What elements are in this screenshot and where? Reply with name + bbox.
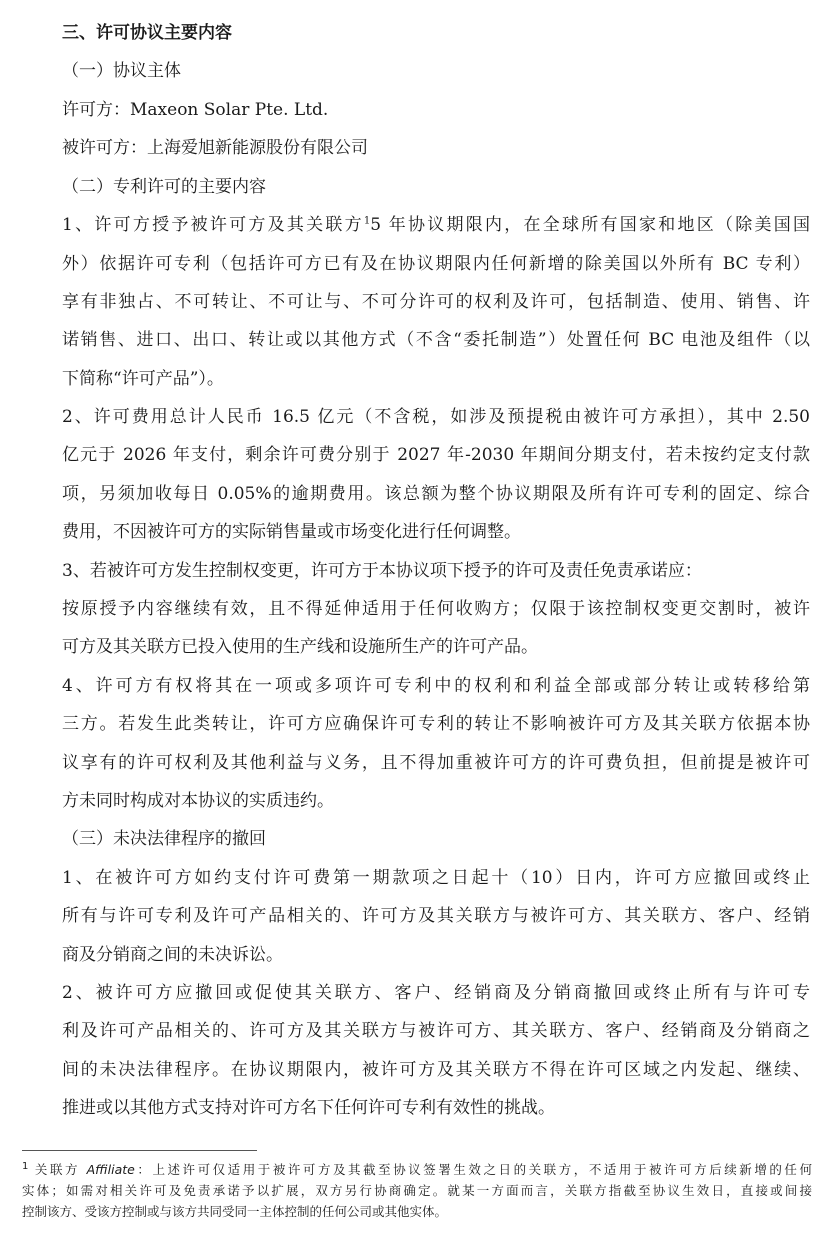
footnote-text-1: ：上述许可仅适用于被许可方及其截至协议签署生效之日的关联方，不适用于被许可方后续新增的任何 [134,1162,812,1177]
footnote-reference: 1 [363,215,371,227]
paragraph-6-line-2: 利及许可产品相关的、许可方及其关联方与被许可方、其关联方、客户、经销商及分销商之 [62,1021,810,1041]
licensee-line: 被许可方：上海爱旭新能源股份有限公司 [62,138,368,158]
footnote-mark: 1 [22,1160,29,1172]
footnote-line-1 [22,1160,812,1180]
footnote-line-3: 控制该方、受该方控制或与该方共同受同一主体控制的任何公司或其他实体。 [22,1204,448,1219]
footnote-line-2: 实体；如需对相关许可及免责承诺予以扩展，双方另行协商确定。就某一方面而言，关联方指截至协议生效日，直接或间接 [22,1183,812,1198]
paragraph-2-line-4: 费用，不因被许可方的实际销售量或市场变化进行任何调整。 [62,522,521,542]
paragraph-2-line-3: 项，另须加收每日 0.05%的逾期费用。该总额为整个协议期限及所有许可专利的固定、综合 [62,484,810,504]
paragraph-6-line-4: 推进或以其他方式支持对许可方名下任何许可专利有效性的挑战。 [62,1098,555,1118]
paragraph-4-line-4: 方未同时构成对本协议的实质违约。 [62,791,334,811]
subsection-title-parties: （一）协议主体 [62,61,181,81]
paragraph-2-line-1: 2、许可费用总计人民币 16.5 亿元（不含税，如涉及预提税由被许可方承担），其中 2.50 [62,407,810,427]
paragraph-1-line-3: 享有非独占、不可转让、不可让与、不可分许可的权利及许可，包括制造、使用、销售、许 [62,292,810,312]
paragraph-1-line-1 [62,210,810,240]
paragraph-4-line-3: 议享有的许可权利及其他利益与义务，且不得加重被许可方的许可费负担，但前提是被许可 [62,753,810,773]
paragraph-2-line-2: 亿元于 2026 年支付，剩余许可费分别于 2027 年-2030 年期间分期支付，若未按约定支付款 [62,445,810,465]
paragraph-5-line-1: 1、在被许可方如约支付许可费第一期款项之日起十（10）日内，许可方应撤回或终止 [62,868,810,888]
paragraph-4-line-1: 4、许可方有权将其在一项或多项许可专利中的权利和利益全部或部分转让或转移给第 [62,676,810,696]
paragraph-3-line-3: 可方及其关联方已投入使用的生产线和设施所生产的许可产品。 [62,637,538,657]
footnote-term: 关联方 [34,1162,81,1177]
footnote-term-en: Affiliate [86,1162,135,1177]
footnote-separator [22,1150,257,1151]
paragraph-1-line-2: 外）依据许可专利（包括许可方已有及在协议期限内任何新增的除美国以外所有 BC 专利） [62,254,810,274]
paragraph-6-line-1: 2、被许可方应撤回或促使其关联方、客户、经销商及分销商撤回或终止所有与许可专 [62,983,810,1003]
paragraph-1-text-b: 5 年协议期限内，在全球所有国家和地区（除美国国 [370,215,810,235]
paragraph-1-text-a: 1、许可方授予被许可方及其关联方 [62,215,364,235]
subsection-title-withdrawal: （三）未决法律程序的撤回 [62,829,266,849]
licensor-line: 许可方：Maxeon Solar Pte. Ltd. [62,100,329,120]
subsection-title-license: （二）专利许可的主要内容 [62,177,266,197]
paragraph-4-line-2: 三方。若发生此类转让，许可方应确保许可专利的转让不影响被许可方及其关联方依据本协 [62,714,810,734]
paragraph-1-line-5: 下简称“许可产品”）。 [62,369,224,389]
paragraph-3-line-1: 3、若被许可方发生控制权变更，许可方于本协议项下授予的许可及责任免责承诺应： [62,561,702,581]
paragraph-6-line-3: 间的未决法律程序。在协议期限内，被许可方及其关联方不得在许可区域之内发起、继续、 [62,1060,810,1080]
paragraph-5-line-2: 所有与许可专利及许可产品相关的、许可方及其关联方与被许可方、其关联方、客户、经销 [62,906,810,926]
paragraph-5-line-3: 商及分销商之间的未决诉讼。 [62,945,283,965]
paragraph-3-line-2: 按原授予内容继续有效，且不得延伸适用于任何收购方；仅限于该控制权变更交割时，被许 [62,599,810,619]
section-heading: 三、许可协议主要内容 [62,23,232,43]
paragraph-1-line-4: 诺销售、进口、出口、转让或以其他方式（不含“委托制造”）处置任何 BC 电池及组件（以 [62,330,810,350]
